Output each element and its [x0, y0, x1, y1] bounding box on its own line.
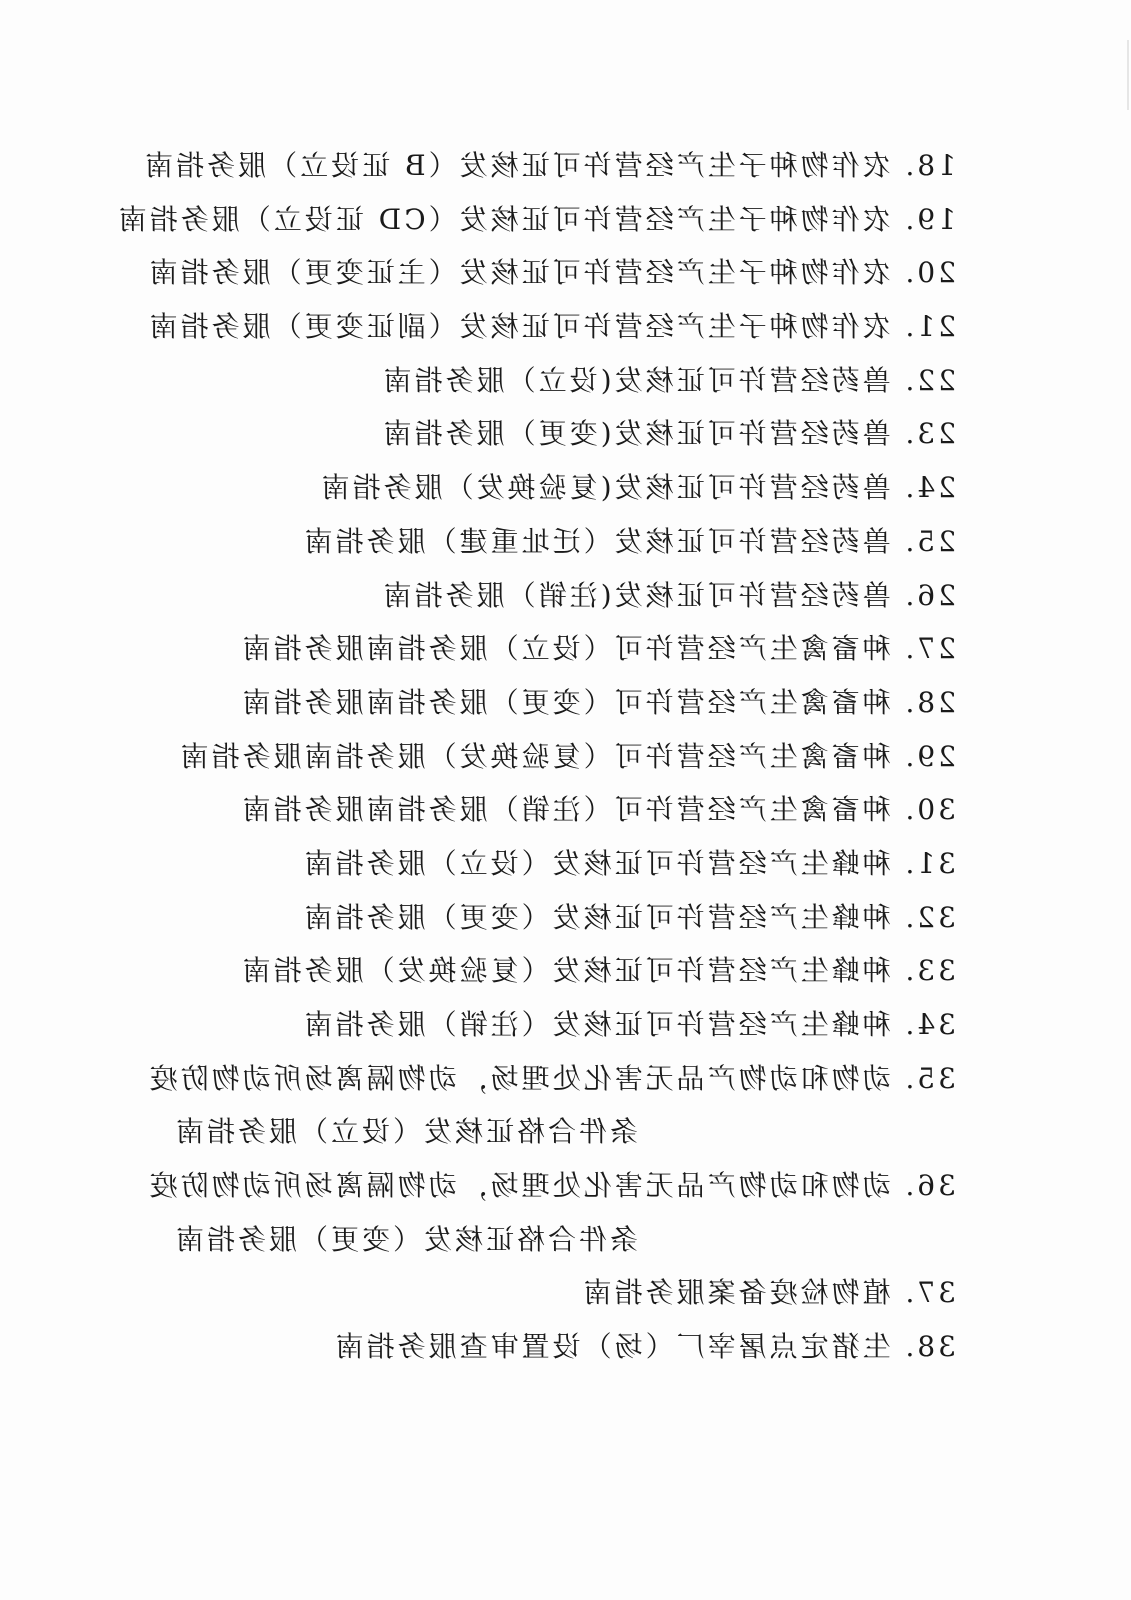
list-item: 38. 生猪定点屠宰厂（场）设置审查服务指南 — [332, 1330, 956, 1364]
list-item: 27. 种畜禽生产经营许可（设立）服务指南服务指南 — [239, 632, 956, 666]
list-item: 30. 种畜禽生产经营许可（注销）服务指南服务指南 — [239, 793, 956, 827]
list-item: 29. 种畜禽生产经营许可（复验换发）服务指南服务指南 — [177, 739, 956, 773]
list-item: 19. 农作物种子生产经营许可证核发（CD 证设立）服务指南 — [115, 202, 956, 236]
scan-edge-mark — [1127, 40, 1129, 110]
list-item-continuation: 条件合格证核发（变更）服务指南 — [172, 1222, 638, 1256]
list-item: 31. 种蜂生产经营许可证核发（设立）服务指南 — [301, 846, 956, 880]
list-item: 33. 种蜂生产经营许可证核发（复验换发）服务指南 — [239, 954, 956, 988]
list-item: 23. 兽药经营许可证核发(变更）服务指南 — [380, 417, 956, 451]
list-item: 37. 植物检疫备案服务指南 — [580, 1276, 956, 1310]
list-item: 24. 兽药经营许可证核发(复验换发）服务指南 — [318, 471, 956, 505]
list-item: 34. 种蜂生产经营许可证核发（注销）服务指南 — [301, 1008, 956, 1041]
list-item-continuation: 条件合格证核发（设立）服务指南 — [172, 1115, 638, 1149]
service-guide-list — [115, 139, 956, 1374]
list-item: 21. 农作物种子生产经营许可证核发（副证变更）服务指南 — [146, 310, 956, 344]
list-item: 26. 兽药经营许可证核发(注销）服务指南 — [380, 578, 956, 612]
list-item: 28. 种畜禽生产经营许可（变更）服务指南服务指南 — [239, 685, 956, 719]
list-item: 20. 农作物种子生产经营许可证核发（主证变更）服务指南 — [146, 256, 956, 290]
list-item: 35. 动物和动物产品无害化处理场，动物隔离场所动物防疫 — [146, 1061, 956, 1095]
list-item: 36. 动物和动物产品无害化处理场，动物隔离场所动物防疫 — [146, 1169, 956, 1203]
list-item: 25. 兽药经营许可证核发（迁址重建）服务指南 — [301, 524, 956, 558]
list-item: 32. 种蜂生产经营许可证核发（变更）服务指南 — [301, 900, 956, 934]
list-item: 18. 农作物种子生产经营许可证核发（B 证设立）服务指南 — [142, 149, 956, 182]
list-item: 22. 兽药经营许可证核发(设立）服务指南 — [380, 363, 956, 397]
